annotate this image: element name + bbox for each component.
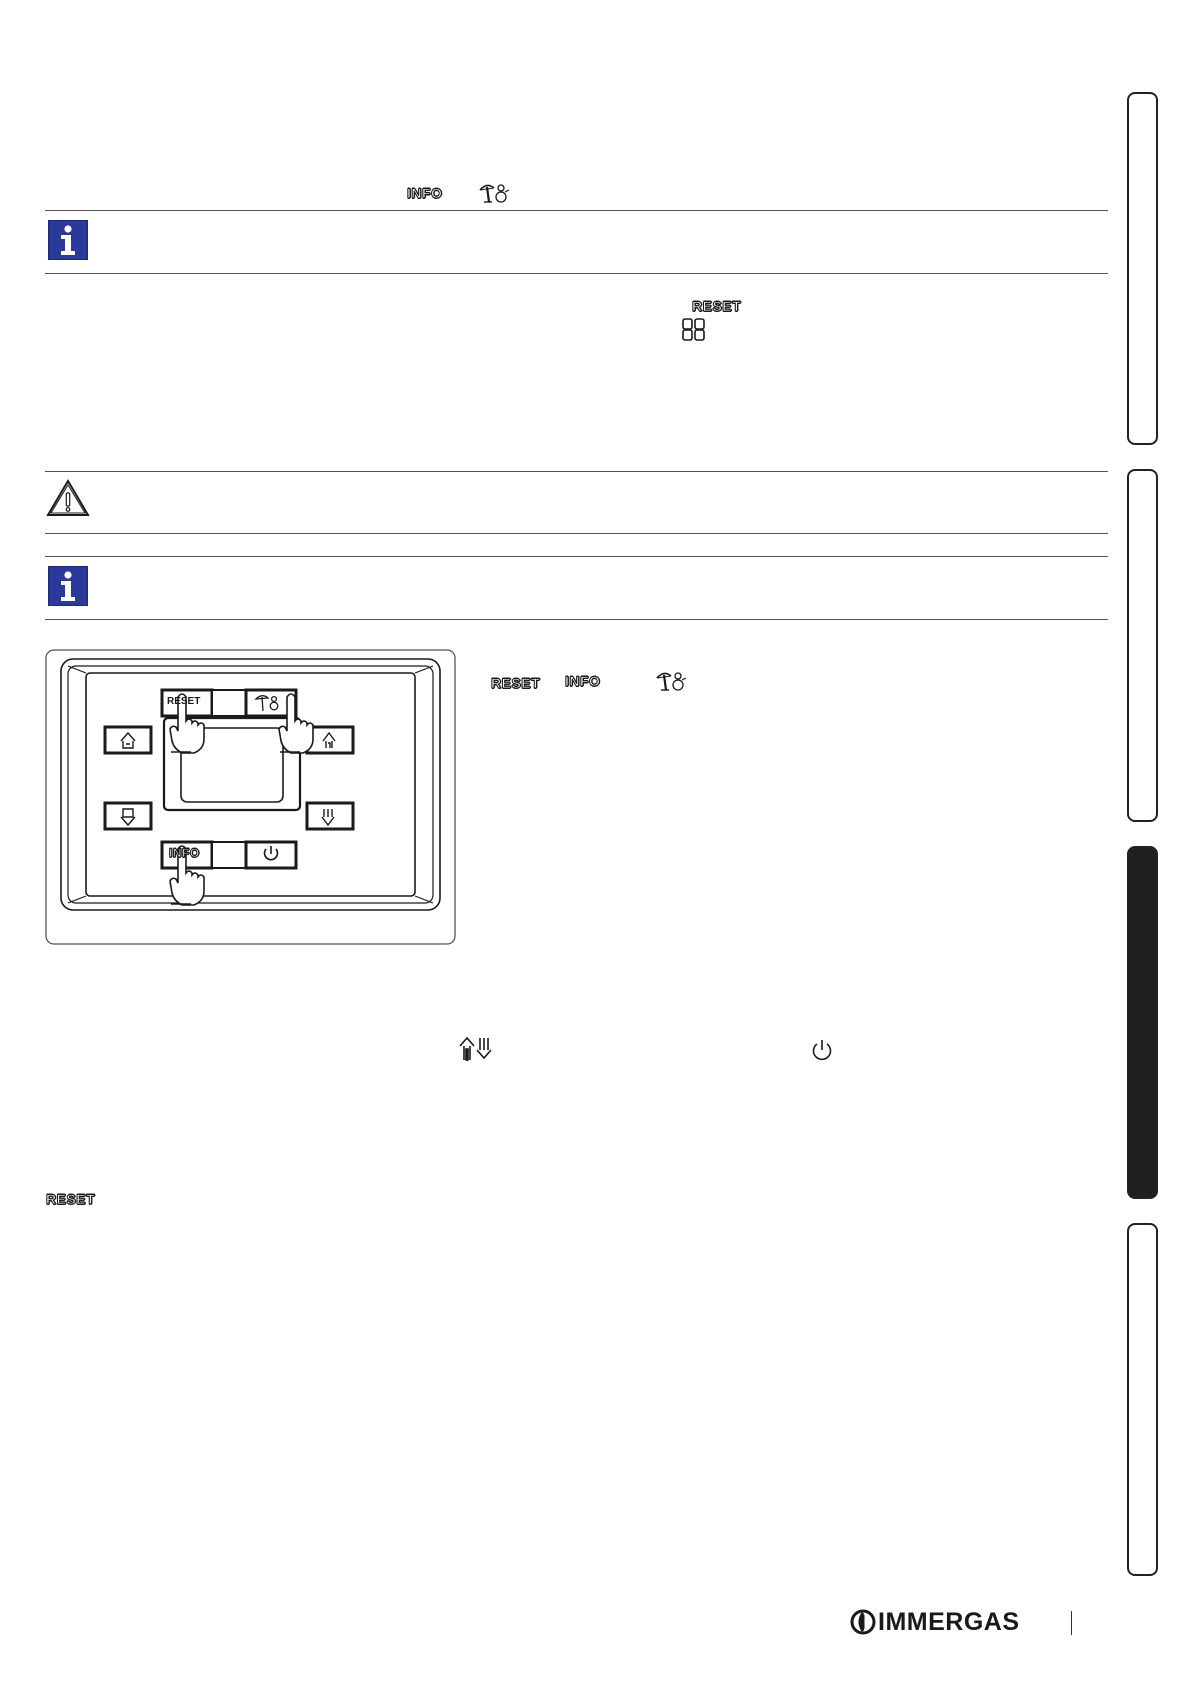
info-label-1: INFO bbox=[407, 185, 443, 201]
divider bbox=[45, 471, 1108, 472]
footer-divider bbox=[1071, 1611, 1072, 1635]
reset-label-2: RESET bbox=[491, 675, 541, 691]
divider bbox=[45, 556, 1108, 557]
info-icon bbox=[48, 220, 88, 260]
control-panel-figure bbox=[45, 649, 456, 945]
panel-info-button[interactable]: INFO bbox=[169, 846, 200, 860]
reset-label-3: RESET bbox=[46, 1191, 96, 1207]
control-panel-diagram bbox=[45, 649, 456, 945]
side-tab-3-active[interactable] bbox=[1127, 846, 1158, 1199]
immergas-logo bbox=[850, 1608, 1020, 1636]
info-label-2: INFO bbox=[565, 673, 601, 689]
side-tab-2[interactable] bbox=[1127, 469, 1158, 822]
display-digits-icon bbox=[681, 317, 707, 343]
divider bbox=[45, 210, 1108, 211]
divider bbox=[45, 619, 1108, 620]
reset-label-1: RESET bbox=[692, 298, 742, 314]
brand-name: IMMERGAS bbox=[878, 1607, 1020, 1636]
side-tab-1[interactable] bbox=[1127, 92, 1158, 445]
divider bbox=[45, 273, 1108, 274]
info-icon bbox=[48, 566, 88, 606]
side-tab-4[interactable] bbox=[1127, 1223, 1158, 1576]
panel-reset-button[interactable]: RESET bbox=[167, 696, 201, 707]
power-icon bbox=[810, 1038, 834, 1062]
heating-up-down-icon bbox=[458, 1036, 494, 1062]
warning-triangle-icon bbox=[46, 478, 90, 518]
umbrella-snowman-icon bbox=[655, 670, 689, 692]
immergas-logo-mark bbox=[850, 1609, 876, 1635]
umbrella-snowman-icon bbox=[478, 182, 512, 204]
divider bbox=[45, 533, 1108, 534]
